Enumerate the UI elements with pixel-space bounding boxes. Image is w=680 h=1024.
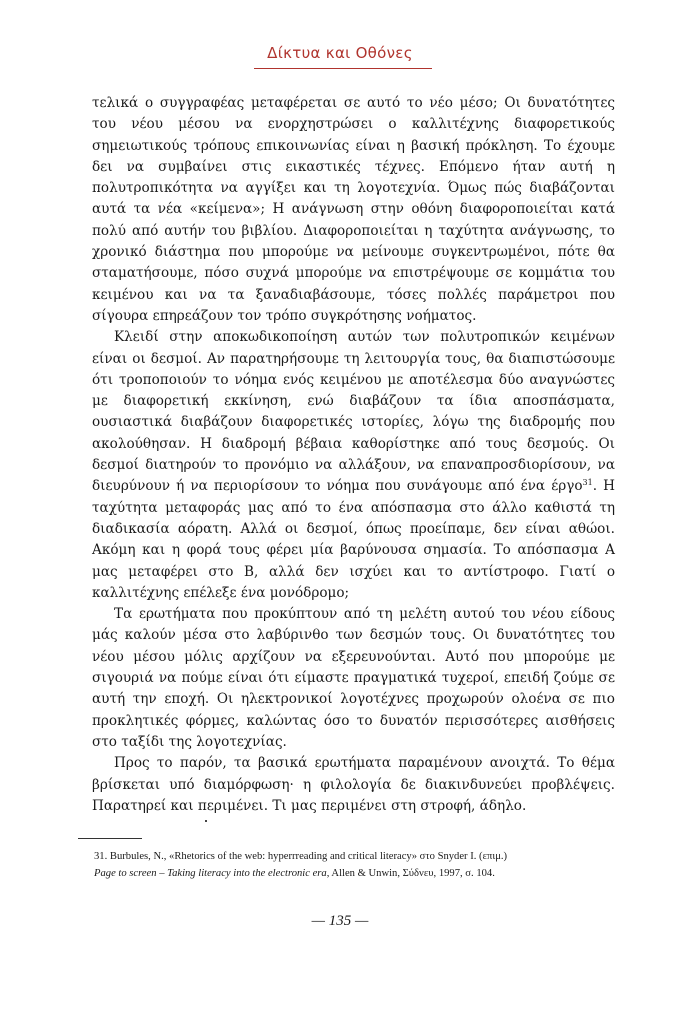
footnote-rule: [78, 838, 142, 839]
paragraph-text-continued: . Η ταχύτητα μεταφοράς μας από το ένα απόσπασμα στο άλλο καθιστά τη διαδικασία αόρατη. Αλλά οι δεσμοί, όπως προείπαμε, δεν είναι αθώοι. Ακόμη και η φορά τους φέρει μία βαρύνουσα σημασία. Το απόσπασμα Α μας μεταφέρει στο Β, αλλά δεν ισχύει και το αντίστροφο. Γιατί ο καλλιτέχνης επέλεξε ένα μονόδρομο;: [92, 478, 615, 601]
page-number: — 135 —: [311, 913, 369, 929]
running-head: Δίκτυα και Οθόνες: [267, 44, 413, 62]
scan-speck: [205, 820, 207, 822]
footnote-line-2: [94, 865, 629, 882]
footnote-publisher: , Allen & Unwin, Σύδνευ, 1997, σ. 104.: [326, 868, 495, 879]
paragraph: τελικά ο συγγραφέας μεταφέρεται σε αυτό το νέο μέσο; Οι δυνατότητες του νέου μέσου να ενορχηστρώσει ο καλλιτέχνης διαφορετικούς σημειωτικούς τρόπους επικοινωνίας είναι η βασική πρόκληση. Το έχουμε δει να συμβαίνει στις εικαστικές τέχνες. Επόμενο ήταν αυτή η πολυτροπικότητα να αγγίξει και τη λογοτεχνία. Όμως πώς διαβάζονται αυτά τα νέα «κείμενα»; Η ανάγνωση στην οθόνη διαφοροποιείται κατά πολύ από αυτήν του βιβλίου. Διαφοροποιείται η ταχύτητα ανάγνωσης, το χρονικό διάστημα που μπορούμε να μείνουμε συγκεντρωμένοι, πότε θα σταματήσουμε, πόσο συχνά μπορούμε να επιστρέψουμε σε κομμάτια του κειμένου και να τα ξαναδιαβάσουμε, τόσες πολλές παράμετροι που σίγουρα επηρεάζουν τον τρόπο συγκρότησης νοήματος.: [92, 95, 615, 324]
paragraph: Τα ερωτήματα που προκύπτουν από τη μελέτη αυτού του νέου είδους μάς καλούν μέσα στο λαβύρινθο των δεσμών τους. Οι δυνατότητες του νέου μέσου μόλις αρχίζουν να εξερευνούνται. Αυτό που μπορούμε με σιγουριά να πούμε είναι ότι είμαστε πραγματικά τυχεροί, επειδή ζούμε σε αυτή την εποχή. Οι ηλεκτρονικοί λογοτέχνες προχωρούν ολοένα σε πιο προκλητικές φόρμες, καλώντας όσο το δυνατόν περισσότερες αισθήσεις στο ταξίδι της λογοτεχνίας.: [92, 606, 615, 750]
paragraph: Προς το παρόν, τα βασικά ερωτήματα παραμένουν ανοιχτά. Το θέμα βρίσκεται υπό διαμόρφωση· η φιλολογία δε διακινδυνεύει προβλέψεις. Παρατηρεί και περιμένει. Τι μας περιμένει στη στροφή, άδηλο.: [92, 755, 615, 814]
footnote-book-title: Page to screen – Taking literacy into the electronic era: [94, 868, 327, 879]
body-text: [92, 93, 615, 817]
paragraph-text: Κλειδί στην αποκωδικοποίηση αυτών των πολυτροπικών κειμένων είναι οι δεσμοί. Αν παρατηρήσουμε τη λειτουργία τους, θα διαπιστώσουμε ότι τροποποιούν το νόημα ενός κειμένου με αποτέλεσμα δύο αναγνώστες με διαφορετική εκκίνηση, ενώ διαβάζουν τα ίδια αποσπάσματα, ουσιαστικά διαβάζουν διαφορετικές ιστορίες, λόγω της διαδρομής που ακολούθησαν. Η διαδρομή βέβαια καθορίστηκε από τους δεσμούς. Οι δεσμοί διατηρούν το προνόμιο να αλλάξουν, να επαναπροσδιορίσουν, να διευρύνουν ή να περιορίσουν το νόημα που συνάγουμε από ένα έργο: [92, 329, 615, 495]
footnote-reference: 31: [582, 478, 593, 488]
footnote-line-1: 31. Burbules, N., «Rhetorics of the web: hyperrreading and critical literacy» στο Snyder I. (επιμ.): [94, 851, 508, 862]
footnote: [94, 848, 629, 882]
paragraph: [92, 327, 615, 604]
running-head-underline: [254, 68, 432, 69]
